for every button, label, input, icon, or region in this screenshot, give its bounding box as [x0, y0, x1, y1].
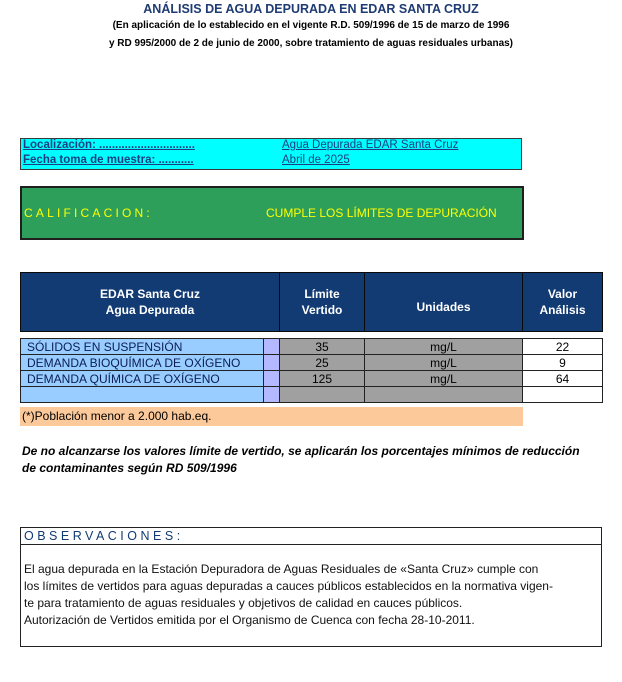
table-header-row	[21, 273, 603, 332]
warning-line1: De no alcanzarse los valores límite de vertido, se aplicarán los porcentajes mínimos de reducción	[22, 444, 580, 458]
header-limit-line1: Límite	[304, 287, 340, 301]
report-subtitle-line2: y RD 995/2000 de 2 de junio de 2000, sobre tratamiento de aguas residuales urbanas)	[108, 38, 514, 49]
header-value	[523, 273, 603, 332]
population-note: (*)Población menor a 2.000 hab.eq.	[20, 407, 523, 426]
location-box	[20, 138, 522, 170]
report-title: ANÁLISIS DE AGUA DEPURADA EN EDAR SANTA CRUZ	[143, 2, 479, 16]
location-label: Localización: ..............................	[23, 139, 195, 151]
header-units-label: Unidades	[416, 300, 471, 314]
row-value: 9	[523, 355, 603, 371]
observations-heading: OBSERVACIONES:	[20, 527, 602, 545]
row-parameter: SÓLIDOS EN SUSPENSIÓN	[21, 339, 264, 355]
observations-body	[20, 545, 602, 647]
row-limit: 35	[280, 339, 365, 355]
table-row-empty	[21, 387, 603, 403]
qualification-label: CALIFICACION:	[24, 206, 153, 220]
header-value-line1: Valor	[547, 287, 578, 301]
row-parameter: DEMANDA BIOQUÍMICA DE OXÍGENO	[21, 355, 264, 371]
header-plant	[21, 273, 280, 332]
header-limit-line2: Vertido	[301, 303, 343, 317]
table-row	[21, 355, 603, 371]
header-plant-line1: EDAR Santa Cruz	[100, 287, 201, 301]
report-subtitle-line1: (En aplicación de lo establecido en el vigente R.D. 509/1996 de 15 de marzo de 1996	[112, 20, 510, 31]
header-value-line2: Análisis	[539, 303, 586, 317]
qualification-box	[20, 186, 524, 240]
header-plant-line2: Agua Depurada	[105, 303, 195, 317]
sample-date-label: Fecha toma de muestra: ...........	[23, 154, 194, 166]
warning-line2: de contaminantes según RD 509/1996	[22, 461, 237, 475]
sample-date-value: Abril de 2025	[282, 154, 350, 166]
row-limit: 125	[280, 371, 365, 387]
observations-line2: los límites de vertidos para aguas depuradas a cauces públicos establecidos en la normativa vigen-	[24, 579, 553, 593]
analysis-table	[20, 272, 602, 403]
warning-text	[22, 443, 622, 477]
observations-line3: te para tratamiento de aguas residuales y objetivos de calidad en cauces públicos.	[24, 596, 463, 610]
observations-line4: Autorización de Vertidos emitida por el Organismo de Cuenca con fecha 28-10-2011.	[24, 613, 475, 627]
table-row	[21, 339, 603, 355]
table-row	[21, 371, 603, 387]
row-unit: mg/L	[365, 339, 523, 355]
row-value: 64	[523, 371, 603, 387]
observations-line1: El agua depurada en la Estación Depuradora de Aguas Residuales de «Santa Cruz» cumple con	[24, 562, 539, 576]
header-limit	[280, 273, 365, 332]
row-limit: 25	[280, 355, 365, 371]
row-value: 22	[523, 339, 603, 355]
row-unit: mg/L	[365, 355, 523, 371]
row-parameter: DEMANDA QUÍMICA DE OXÍGENO	[21, 371, 264, 387]
qualification-value: CUMPLE LOS LÍMITES DE DEPURACIÓN	[266, 206, 497, 220]
location-value: Agua Depurada EDAR Santa Cruz	[282, 139, 459, 151]
row-unit: mg/L	[365, 371, 523, 387]
header-units	[365, 273, 523, 332]
